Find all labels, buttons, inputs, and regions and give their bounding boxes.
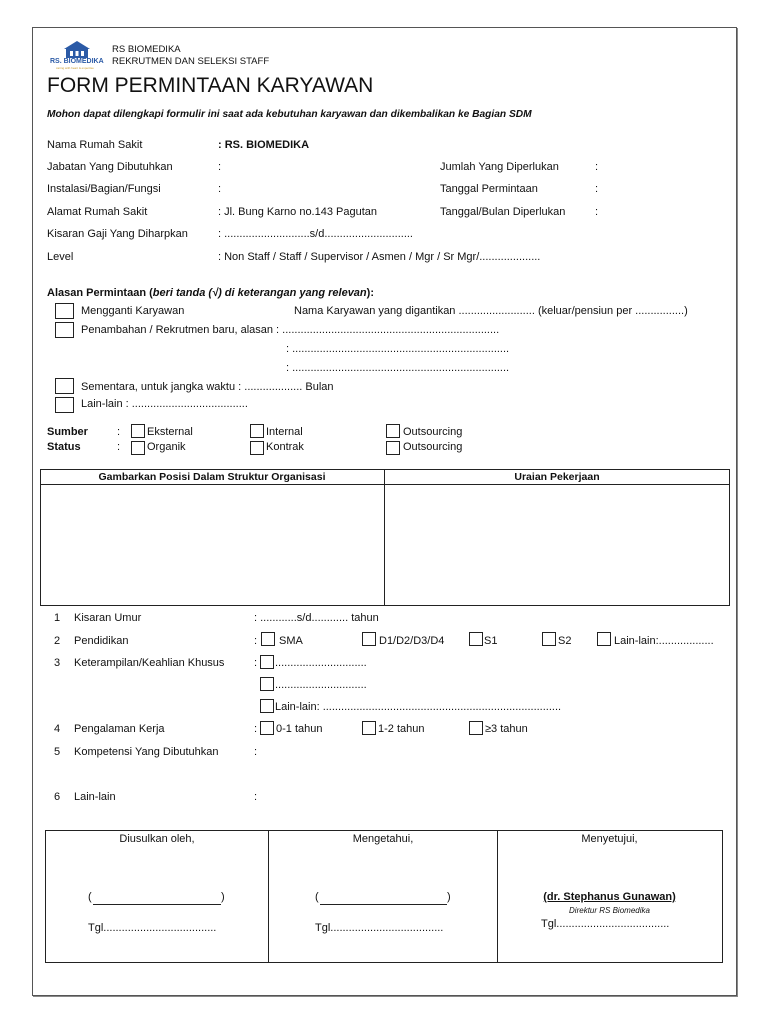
instalasi-label: Instalasi/Bagian/Fungsi <box>47 183 161 195</box>
tgl-bulan-label: Tanggal/Bulan Diperlukan <box>440 206 566 218</box>
status-outsourcing-label: Outsourcing <box>403 441 463 453</box>
sumber-eksternal-label: Eksternal <box>147 426 193 438</box>
r4-colon: : <box>254 723 258 735</box>
mengganti-detail: Nama Karyawan yang digantikan ......................... (keluar/pensiun per ................) <box>294 305 688 317</box>
keterampilan-2-field[interactable]: .............................. <box>275 679 367 691</box>
signature-col1-line[interactable] <box>93 904 221 905</box>
r3-number: 3 <box>54 657 61 669</box>
tgl-permintaan-label: Tanggal Permintaan <box>440 183 538 195</box>
struktur-organisasi-area[interactable] <box>42 487 382 602</box>
signature-col1-date[interactable]: Tgl..................................... <box>88 922 217 934</box>
pengalaman-3-label: ≥3 tahun <box>485 723 528 735</box>
r4-number: 4 <box>54 723 61 735</box>
penambahan-line2[interactable]: : ....................................................................... <box>286 343 510 355</box>
mengganti-label: Mengganti Karyawan <box>81 305 185 317</box>
level-field[interactable]: : Non Staff / Staff / Supervisor / Asmen / Mgr / Sr Mgr/.................... <box>218 251 541 263</box>
r5-label: Kompetensi Yang Dibutuhkan <box>74 746 219 758</box>
table-col2-header: Uraian Pekerjaan <box>514 471 600 483</box>
r1-number: 1 <box>54 612 61 624</box>
status-kontrak-checkbox[interactable] <box>250 441 264 455</box>
signature-col2-line[interactable] <box>320 904 447 905</box>
signature-divider-1 <box>268 830 269 962</box>
table-divider <box>384 469 385 605</box>
pengalaman-0-1-checkbox[interactable] <box>260 721 274 735</box>
r6-number: 6 <box>54 791 61 803</box>
sementara-checkbox[interactable] <box>55 378 74 394</box>
r5-field[interactable]: : <box>254 746 258 758</box>
logo-text: RS. BIOMEDIKA <box>50 58 104 65</box>
level-label: Level <box>47 251 74 263</box>
pendidikan-diploma-checkbox[interactable] <box>362 632 376 646</box>
r1-field[interactable]: : ............s/d............ tahun <box>254 612 379 624</box>
alasan-title-b: beri tanda (√) di keterangan yang relevan <box>152 287 367 299</box>
status-kontrak-label: Kontrak <box>266 441 304 453</box>
director-name: (dr. Stephanus Gunawan) <box>543 891 676 903</box>
alasan-title-a: Alasan Permintaan ( <box>47 287 153 299</box>
logo-tagline: caring with heart & expertise <box>56 66 94 70</box>
instalasi-field[interactable]: : <box>218 183 222 195</box>
pengalaman-3-checkbox[interactable] <box>469 721 483 735</box>
tgl-bulan-field[interactable]: : <box>595 206 599 218</box>
status-organik-label: Organik <box>147 441 186 453</box>
alamat-label: Alamat Rumah Sakit <box>47 206 148 218</box>
director-title: Direktur RS Biomedika <box>569 906 650 915</box>
pengalaman-1-2-checkbox[interactable] <box>362 721 376 735</box>
pendidikan-s1-label: S1 <box>484 635 498 647</box>
alasan-title-c: ): <box>366 287 374 299</box>
sumber-eksternal-checkbox[interactable] <box>131 424 145 438</box>
jumlah-field[interactable]: : <box>595 161 599 173</box>
gaji-field[interactable]: : ............................s/d............................. <box>218 228 413 240</box>
penambahan-label: Penambahan / Rekrutmen baru, alasan : ....................................................................... <box>81 324 500 336</box>
penambahan-line3[interactable]: : ....................................................................... <box>286 362 510 374</box>
r3-label: Keterampilan/Keahlian Khusus <box>74 657 225 669</box>
keterampilan-1-field[interactable]: .............................. <box>275 657 367 669</box>
signature-col2-title: Mengetahui, <box>352 833 414 845</box>
r6-label: Lain-lain <box>74 791 116 803</box>
jabatan-label: Jabatan Yang Dibutuhkan <box>47 161 173 173</box>
lainlain-checkbox[interactable] <box>55 397 74 413</box>
mengganti-checkbox[interactable] <box>55 303 74 319</box>
sumber-outsourcing-checkbox[interactable] <box>386 424 400 438</box>
uraian-pekerjaan-area[interactable] <box>387 487 727 602</box>
r6-field[interactable]: : <box>254 791 258 803</box>
nama-rs-label: Nama Rumah Sakit <box>47 139 143 151</box>
status-organik-checkbox[interactable] <box>131 441 145 455</box>
tgl-permintaan-field[interactable]: : <box>595 183 599 195</box>
signature-col3-title: Menyetujui, <box>581 833 638 845</box>
keterampilan-1-checkbox[interactable] <box>260 655 274 669</box>
pengalaman-1-2-label: 1-2 tahun <box>378 723 425 735</box>
keterampilan-lainlain-checkbox[interactable] <box>260 699 274 713</box>
pengalaman-0-1-label: 0-1 tahun <box>276 723 323 735</box>
nama-rs-value: : RS. BIOMEDIKA <box>218 139 310 151</box>
signature-col2-open: ( <box>315 891 319 903</box>
signature-col1-close: ) <box>221 891 225 903</box>
pendidikan-s2-checkbox[interactable] <box>542 632 556 646</box>
status-outsourcing-checkbox[interactable] <box>386 441 400 455</box>
lainlain-label: Lain-lain : ...................................... <box>81 398 248 410</box>
pendidikan-sma-label: SMA <box>279 635 303 647</box>
gaji-label: Kisaran Gaji Yang Diharpkan <box>47 228 188 240</box>
dept-name: REKRUTMEN DAN SELEKSI STAFF <box>112 56 270 67</box>
sumber-outsourcing-label: Outsourcing <box>403 426 463 438</box>
r1-label: Kisaran Umur <box>74 612 142 624</box>
pendidikan-sma-checkbox[interactable] <box>261 632 275 646</box>
r2-colon: : <box>254 635 258 647</box>
r2-label: Pendidikan <box>74 635 129 647</box>
signature-col3-date[interactable]: Tgl..................................... <box>541 918 670 930</box>
sementara-label: Sementara, untuk jangka waktu : ................... Bulan <box>81 381 334 393</box>
status-colon: : <box>117 441 121 453</box>
pendidikan-lainlain-label: Lain-lain:.................. <box>614 635 714 647</box>
signature-col2-date[interactable]: Tgl..................................... <box>315 922 444 934</box>
penambahan-checkbox[interactable] <box>55 322 74 338</box>
alamat-value: : Jl. Bung Karno no.143 Pagutan <box>218 206 378 218</box>
r3-colon: : <box>254 657 258 669</box>
page-title: FORM PERMINTAAN KARYAWAN <box>47 74 374 97</box>
pendidikan-s1-checkbox[interactable] <box>469 632 483 646</box>
r5-number: 5 <box>54 746 61 758</box>
alasan-title <box>47 287 374 299</box>
sumber-label: Sumber <box>47 426 88 438</box>
signature-col1-open: ( <box>88 891 92 903</box>
sumber-colon: : <box>117 426 121 438</box>
page-subtitle: Mohon dapat dilengkapi formulir ini saat ada kebutuhan karyawan dan dikembalikan ke Bagian SDM <box>47 109 532 120</box>
sumber-internal-checkbox[interactable] <box>250 424 264 438</box>
table-header-line <box>40 484 729 485</box>
table-col1-header: Gambarkan Posisi Dalam Struktur Organisasi <box>98 471 326 483</box>
jabatan-field[interactable]: : <box>218 161 222 173</box>
pendidikan-lainlain-checkbox[interactable] <box>597 632 611 646</box>
signature-col2-close: ) <box>447 891 451 903</box>
pendidikan-s2-label: S2 <box>558 635 572 647</box>
org-name: RS BIOMEDIKA <box>112 44 181 55</box>
status-label: Status <box>47 441 81 453</box>
r2-number: 2 <box>54 635 61 647</box>
jumlah-label: Jumlah Yang Diperlukan <box>440 161 559 173</box>
keterampilan-lainlain-field[interactable]: Lain-lain: .............................................................................. <box>275 701 562 713</box>
sumber-internal-label: Internal <box>266 426 303 438</box>
signature-col1-title: Diusulkan oleh, <box>119 833 195 845</box>
keterampilan-2-checkbox[interactable] <box>260 677 274 691</box>
pendidikan-diploma-label: D1/D2/D3/D4 <box>379 635 445 647</box>
r4-label: Pengalaman Kerja <box>74 723 165 735</box>
